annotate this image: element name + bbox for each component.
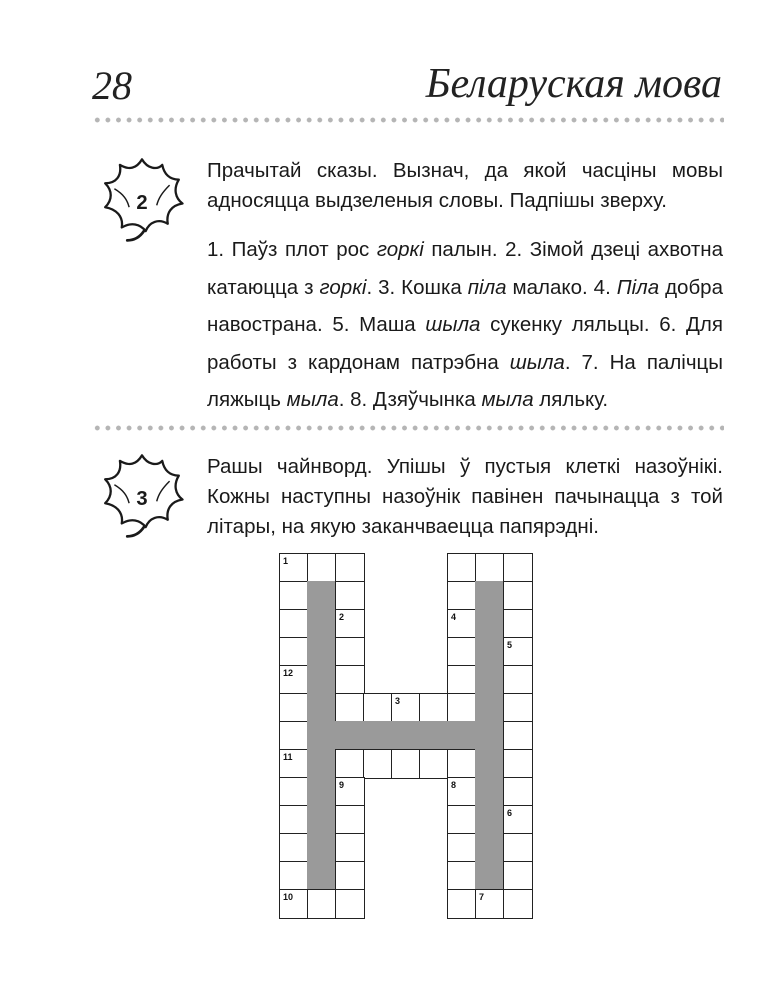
task-2-number: 2 [136, 192, 148, 215]
grid-cell[interactable] [447, 693, 477, 723]
grid-cell[interactable] [503, 833, 533, 863]
page-number: 28 [92, 63, 132, 108]
grid-cell[interactable] [307, 889, 337, 919]
grid-cell[interactable] [363, 693, 393, 723]
grid-cell[interactable] [503, 609, 533, 639]
grid-cell[interactable] [335, 833, 365, 863]
grid-cell[interactable] [447, 581, 477, 611]
cell-number: 2 [339, 612, 345, 622]
grid-cell[interactable] [279, 721, 309, 751]
grid-cell[interactable] [475, 553, 505, 583]
grid-cell[interactable] [503, 861, 533, 891]
highlighted-word: шыла [509, 350, 565, 374]
grid-cell[interactable] [503, 693, 533, 723]
grid-cell[interactable] [279, 693, 309, 723]
task-2-sentences [207, 231, 723, 419]
sentence-text: . 3. Кошка [366, 275, 468, 299]
grid-cell[interactable] [447, 749, 477, 779]
highlighted-word: горкі [319, 275, 367, 299]
sentence-text: добра навострана. 5. Маша [207, 275, 723, 337]
grid-cell[interactable] [279, 609, 309, 639]
highlighted-word: Піла [616, 275, 660, 299]
sentence-text: . 8. Дзяўчынка [338, 388, 482, 412]
grid-cell[interactable] [279, 833, 309, 863]
sentence-text: палын. 2. Зімой дзеці ахвотна катаюцца з [207, 238, 723, 299]
grid-cell[interactable] [335, 805, 365, 835]
cell-number: 5 [507, 640, 513, 650]
highlighted-word: мыла [481, 388, 534, 412]
grid-cell[interactable] [447, 861, 477, 891]
grid-cell[interactable] [503, 553, 533, 583]
grid-cell[interactable] [503, 749, 533, 779]
leaf-icon-task-3 [96, 448, 188, 540]
grid-cell[interactable] [447, 637, 477, 667]
highlighted-word: піла [467, 275, 507, 299]
cell-number: 7 [479, 892, 485, 902]
grid-cell[interactable] [279, 581, 309, 611]
cell-number: 12 [283, 668, 294, 678]
grid-cell[interactable] [419, 693, 449, 723]
leaf-icon-task-2 [96, 152, 188, 244]
grid-cell[interactable] [279, 861, 309, 891]
grid-cell[interactable] [279, 777, 309, 807]
cell-number: 1 [283, 556, 289, 566]
cell-number: 6 [507, 808, 513, 818]
grid-cell[interactable] [279, 637, 309, 667]
cell-number: 3 [395, 696, 401, 706]
task-3-number: 3 [136, 488, 148, 511]
gray-bar-cross [307, 721, 503, 749]
grid-cell[interactable] [335, 861, 365, 891]
grid-cell[interactable] [363, 749, 393, 779]
grid-cell[interactable] [503, 777, 533, 807]
grid-cell[interactable] [279, 805, 309, 835]
grid-cell[interactable] [419, 749, 449, 779]
grid-cell[interactable] [503, 581, 533, 611]
sentence-text: сукенку ляльцы. 6. Для работы з кардонам патрэбна [207, 313, 723, 374]
sentence-text: . 7. На палічцы ляжыць [207, 350, 723, 412]
grid-cell[interactable] [307, 553, 337, 583]
cell-number: 9 [339, 780, 345, 790]
highlighted-word: горкі [376, 238, 424, 261]
cell-number: 11 [283, 752, 293, 762]
grid-cell[interactable] [447, 553, 477, 583]
grid-cell[interactable] [335, 889, 365, 919]
dotted-divider-middle [92, 425, 724, 431]
highlighted-word: мыла [286, 388, 339, 412]
grid-cell[interactable] [447, 889, 477, 919]
book-title: Беларуская мова [425, 61, 722, 107]
task-2-instruction: Прачытай сказы. Вызнач, да якой часціны мовы адносяцца выдзеленыя словы. Падпішы зверху. [207, 159, 723, 212]
sentence-text: малако. 4. [506, 275, 617, 299]
grid-cell[interactable] [503, 665, 533, 695]
cell-number: 8 [451, 780, 457, 790]
grid-cell[interactable] [447, 805, 477, 835]
dotted-divider-top [92, 117, 724, 123]
highlighted-word: шыла [425, 313, 481, 337]
grid-cell[interactable] [335, 749, 365, 779]
grid-cell[interactable] [335, 553, 365, 583]
grid-cell[interactable] [447, 833, 477, 863]
grid-cell[interactable] [335, 693, 365, 723]
cell-number: 4 [451, 612, 457, 622]
cell-number: 10 [283, 892, 294, 902]
task-3-instruction: Рашы чайнворд. Упішы ў пустыя клеткі назоўнікі. Кожны наступны назоўнік павінен пачынацца з той літары, на якую заканчваецца папярэдні. [207, 455, 723, 538]
sentence-text: 1. Паўз плот рос [207, 238, 377, 261]
grid-cell[interactable] [503, 889, 533, 919]
grid-cell[interactable] [335, 637, 365, 667]
sentence-text: ляльку. [533, 388, 609, 412]
grid-cell[interactable] [335, 665, 365, 695]
grid-cell[interactable] [335, 581, 365, 611]
grid-cell[interactable] [391, 749, 421, 779]
grid-cell[interactable] [447, 665, 477, 695]
grid-cell[interactable] [503, 721, 533, 751]
